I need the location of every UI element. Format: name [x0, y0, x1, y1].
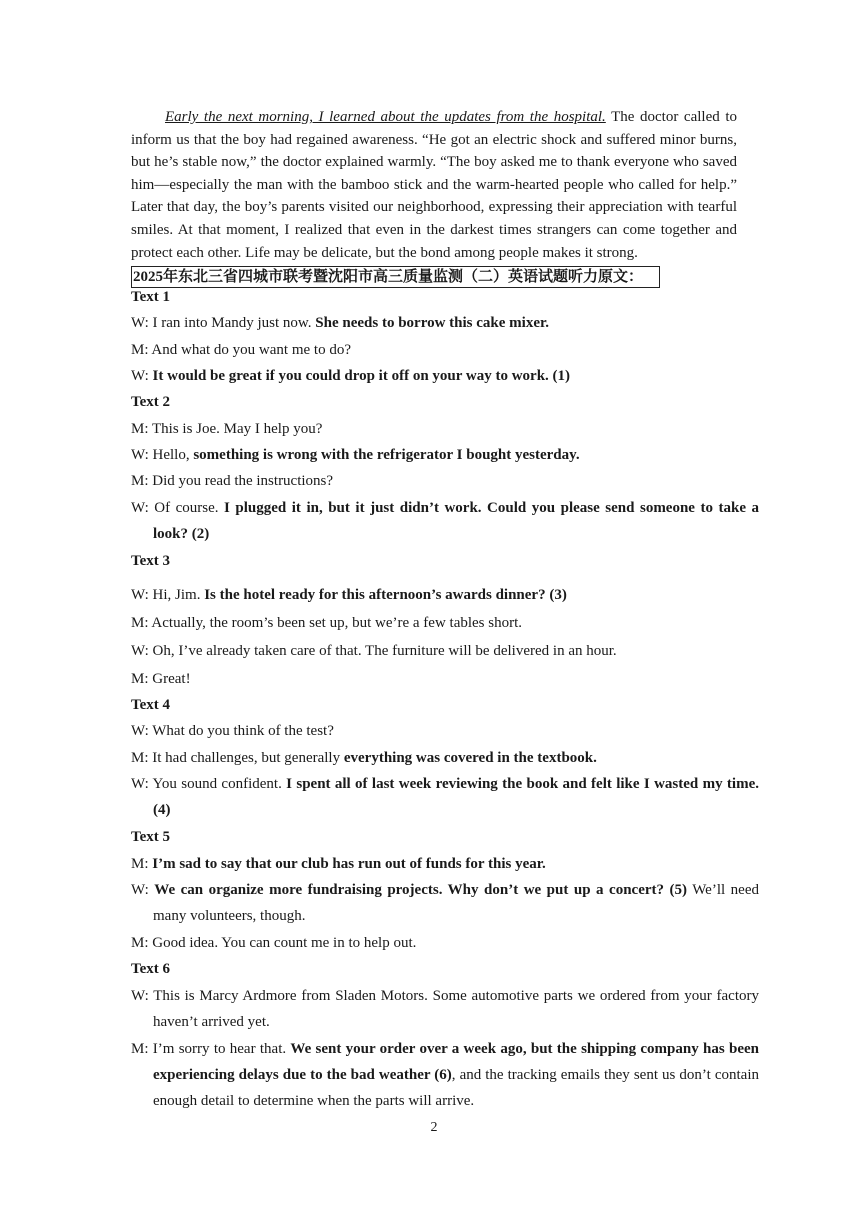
- text-4-line-1: W: What do you think of the test?: [131, 723, 334, 739]
- text-5-label: Text 5: [131, 829, 171, 845]
- text-6-label: Text 6: [131, 961, 171, 977]
- text-5-line-3: M: Good idea. You can count me in to help out.: [131, 935, 417, 951]
- text-2-line-3: M: Did you read the instructions?: [131, 473, 334, 489]
- text-4-line-3: W: You sound confident. I spent all of last week reviewing the book and felt like I wasted my time. (4): [131, 776, 759, 818]
- text-3-line-3: W: Oh, I’ve already taken care of that. The furniture will be delivered in an hour.: [131, 643, 617, 659]
- intro-underlined: Early the next morning, I learned about the updates from the hospital.: [165, 109, 606, 125]
- text-6-line-1: W: This is Marcy Ardmore from Sladen Motors. Some automotive parts we ordered from your factory haven’t arrived yet.: [131, 988, 759, 1030]
- text-2-line-2: W: Hello, something is wrong with the refrigerator I bought yesterday.: [131, 447, 580, 463]
- text-2-line-1: M: This is Joe. May I help you?: [131, 421, 323, 437]
- text-2-line-4: W: Of course. I plugged it in, but it just didn’t work. Could you please send someone to take a look? (2): [131, 500, 759, 542]
- text-3-line-4: M: Great!: [131, 671, 191, 687]
- section-heading: 2025年东北三省四城市联考暨沈阳市高三质量监测（二）英语试题听力原文：: [131, 266, 660, 288]
- intro-text: The doctor called to inform us that the boy had regained awareness. “He got an electric shock and suffered minor burns, but he’s stable now,” the doctor explained warmly. “The boy asked me to thank everyone who saved him—especially the man with the bamboo stick and the warm-hearted people who called for help.” Later that day, the boy’s parents visited our neighborhood, expressing their appreciation with tearful smiles. At that moment, I realized that even in the darkest times strangers can come together and protect each other. Life may be delicate, but the bond among people makes it strong.: [131, 109, 737, 261]
- text-4-label: Text 4: [131, 697, 171, 713]
- text-6-line-2: M: I’m sorry to hear that. We sent your order over a week ago, but the shipping company has been experiencing delays due to the bad weather (6), and the tracking emails they sent us don’t contain enough detail to determine when the parts will arrive.: [131, 1041, 759, 1109]
- text-3-line-2: M: Actually, the room’s been set up, but we’re a few tables short.: [131, 615, 523, 631]
- page-number: 2: [430, 1120, 438, 1135]
- text-3-label: Text 3: [131, 553, 171, 569]
- text-5-line-2: W: We can organize more fundraising projects. Why don’t we put up a concert? (5) We’ll need many volunteers, though.: [131, 882, 759, 924]
- intro-paragraph: [131, 106, 737, 264]
- text-2-label: Text 2: [131, 394, 171, 410]
- text-3-line-1: W: Hi, Jim. Is the hotel ready for this afternoon’s awards dinner? (3): [131, 587, 567, 603]
- text-1-line-3: W: It would be great if you could drop it off on your way to work. (1): [131, 368, 571, 384]
- text-1-label: Text 1: [131, 289, 171, 305]
- text-5-line-1: M: I’m sad to say that our club has run out of funds for this year.: [131, 856, 546, 872]
- text-4-line-2: M: It had challenges, but generally everything was covered in the textbook.: [131, 750, 597, 766]
- text-1-line-2: M: And what do you want me to do?: [131, 342, 351, 358]
- text-1-line-1: W: I ran into Mandy just now. She needs to borrow this cake mixer.: [131, 315, 550, 331]
